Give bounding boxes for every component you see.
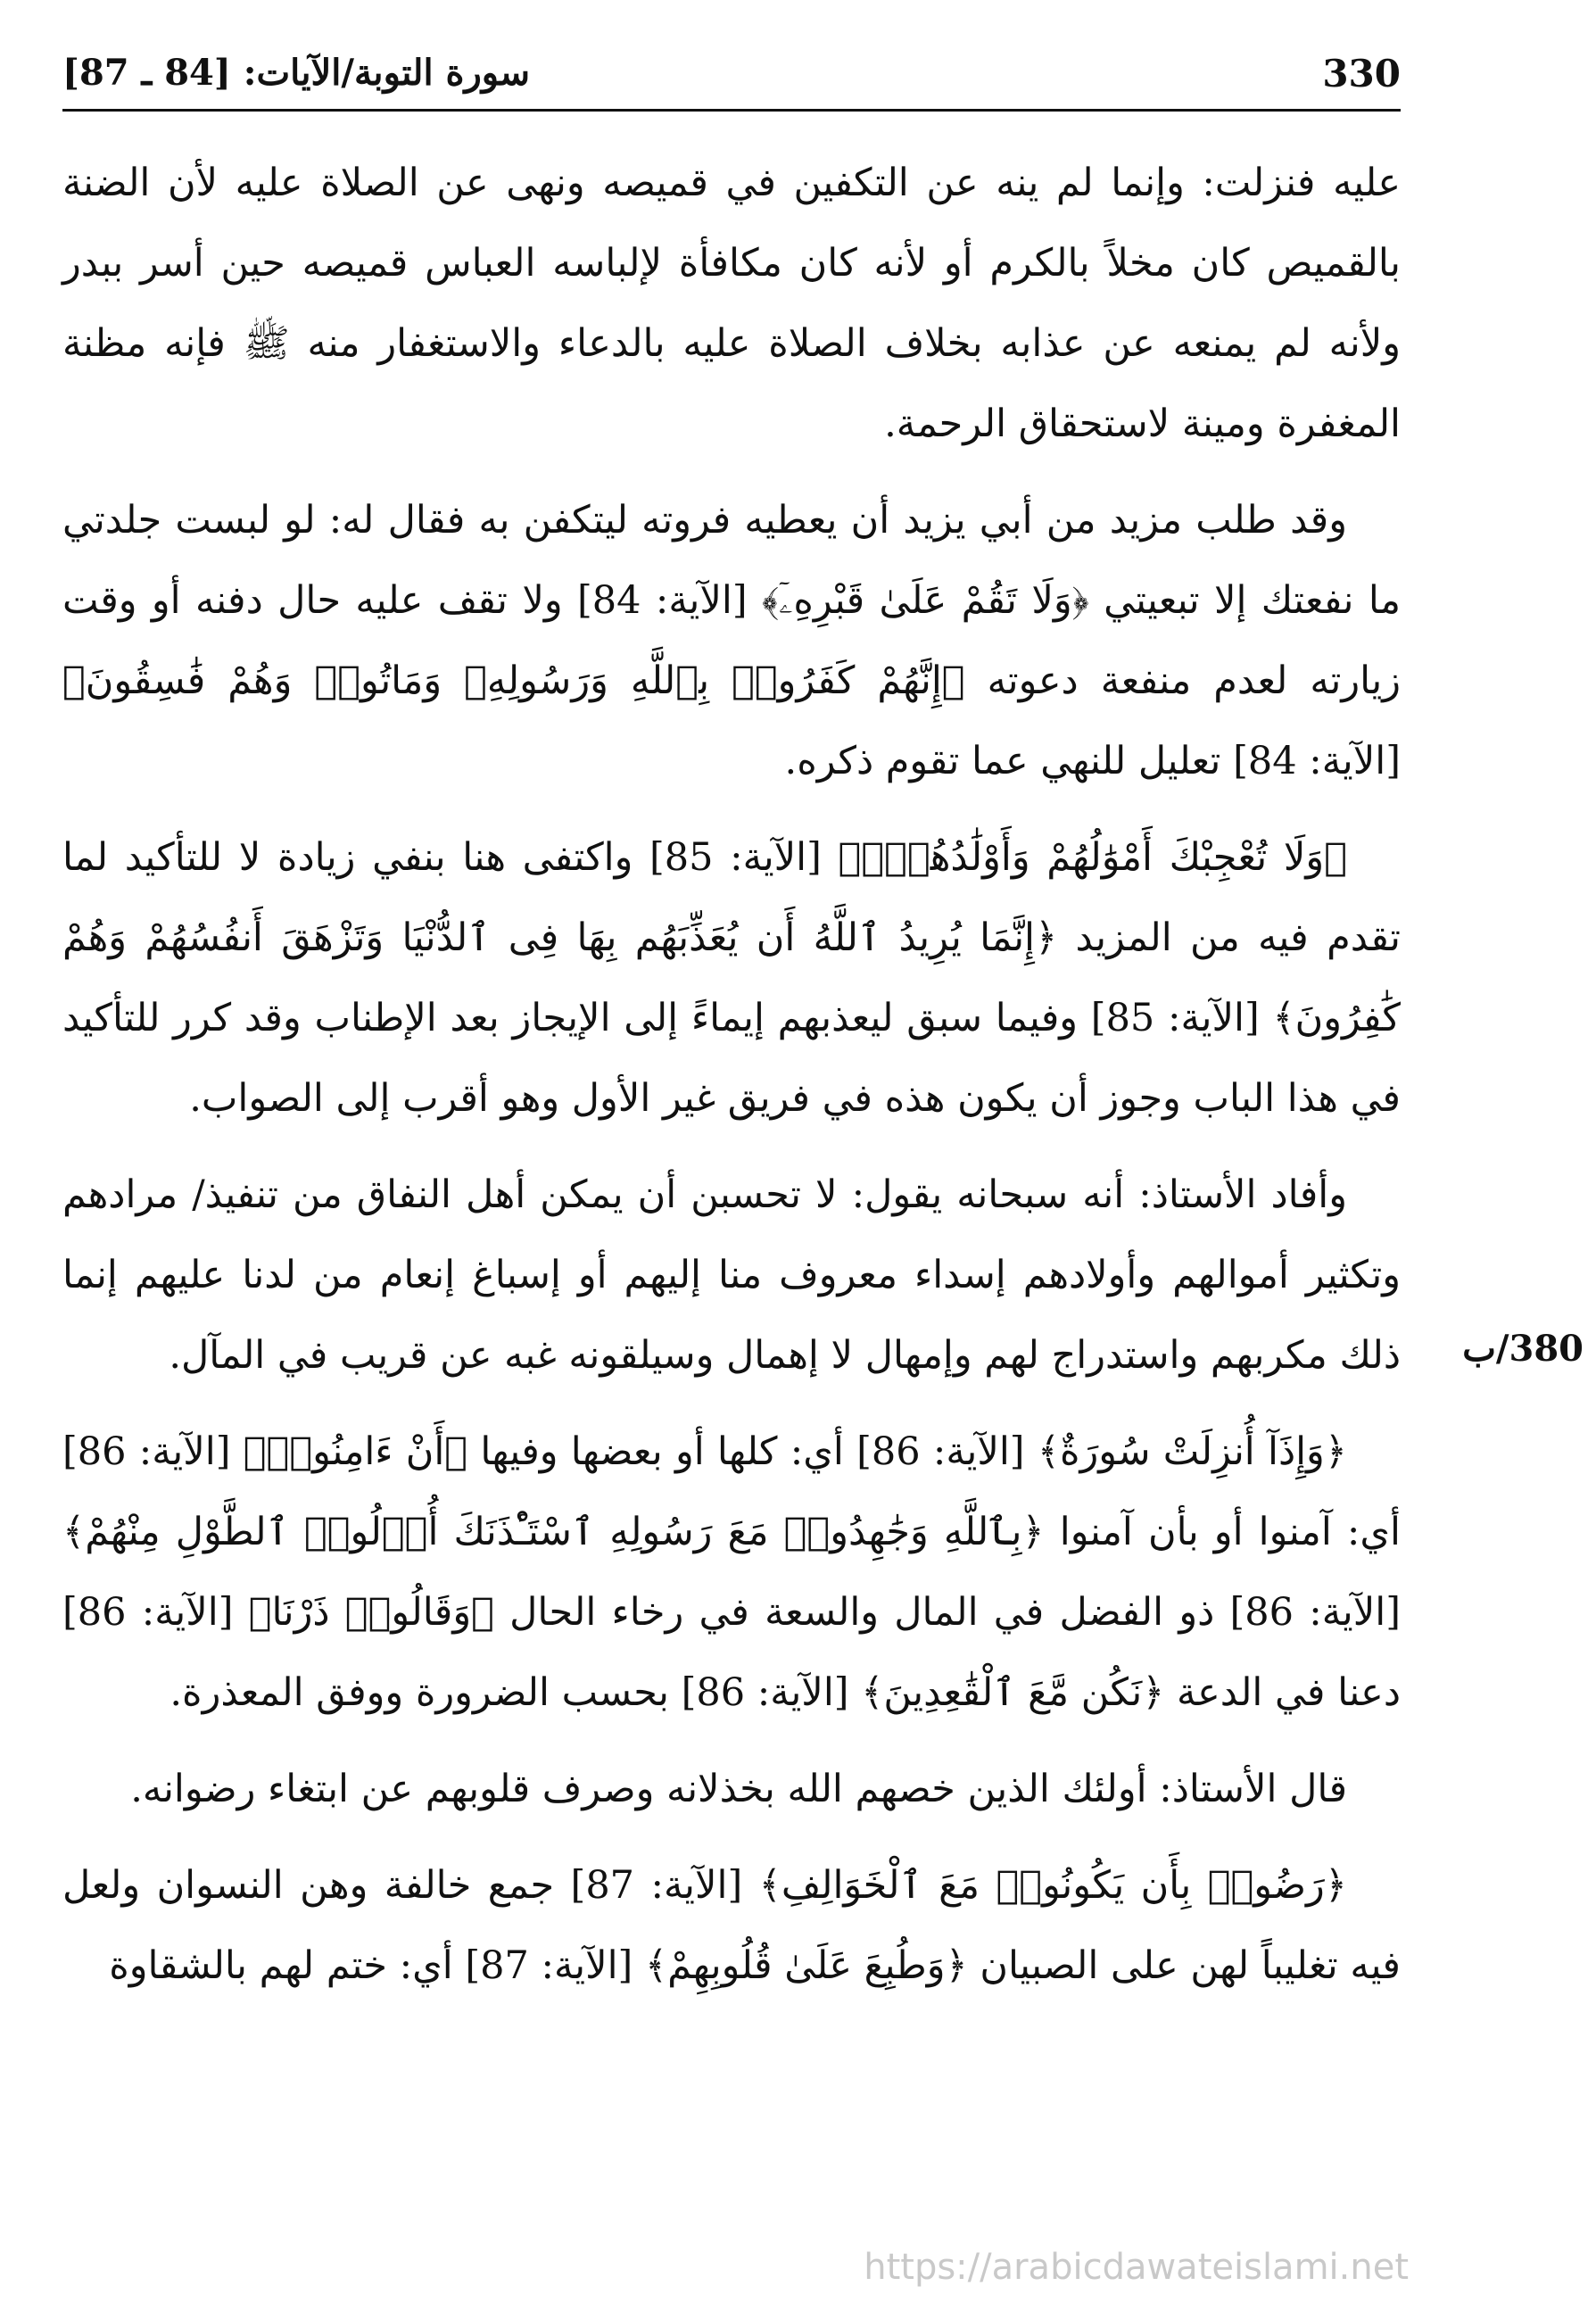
paragraph-5: ﴿وَإِذَآ أُنزِلَتْ سُورَةٌ﴾ [الآية: 86] أي: كلها أو بعضها وفيها ﴿أَنْ ءَامِنُوا۟﴾ [الآية: 86] أي: آمنوا أو بأن آمنوا ﴿بِٱللَّهِ وَجَٰهِدُوا۟ مَعَ رَسُولِهِ ٱسْتَـْٔذَنَكَ أُو۟لُوا۟ ٱلطَّوْلِ مِنْهُمْ﴾ [الآية: 86] ذو الفضل في المال والسعة في رخاء الحال ﴿وَقَالُوا۟ ذَرْنَا﴾ [الآية: 86] دعنا في الدعة ﴿نَكُن مَّعَ ٱلْقَٰعِدِينَ﴾ [الآية: 86] بحسب الضرورة ووفق المعذرة. [62,1429,1401,1715]
paragraph-2: وقد طلب مزيد من أبي يزيد أن يعطيه فروته ليتكفن به فقال له: لو لبست جلدتي ما نفعتك إلا تبعيتي ﴿وَلَا تَقُمْ عَلَىٰ قَبْرِهِۦٓ﴾ [الآية: 84] ولا تقف عليه حال دفنه أو وقت زيارته لعدم منفعة دعوته ﴿إِنَّهُمْ كَفَرُوا۟ بِٱللَّهِ وَرَسُولِهِۦ وَمَاتُوا۟ وَهُمْ فَٰسِقُونَ﴾ [الآية: 84] تعليل للنهي عما تقوم ذكره. [62,498,1401,783]
paragraph-4: وأفاد الأستاذ: أنه سبحانه يقول: لا تحسبن أن يمكن أهل النفاق من تنفيذ/ مرادهم وتكثير أموالهم وأولادهم إسداء معروف منا إليهم أو إسباغ إنعام من لدنا عليهم إنما ذلك مكربهم واستدراج لهم وإمهال لا إهمال وسيلقونه غبه عن قريب في المآل. [62,1172,1401,1378]
paragraph-6: قال الأستاذ: أولئك الذين خصهم الله بخذلانه وصرف قلوبهم عن ابتغاء رضوانه. [130,1767,1347,1811]
header-divider [62,109,1401,112]
page-header [62,45,1401,107]
page-body [62,143,1401,2022]
paragraph-7: ﴿رَضُوا۟ بِأَن يَكُونُوا۟ مَعَ ٱلْخَوَالِفِ﴾ [الآية: 87] جمع خالفة وهن النسوان ولعل فيه تغليباً لهن على الصبيان ﴿وَطُبِعَ عَلَىٰ قُلُوبِهِمْ﴾ [الآية: 87] أي: ختم لهم بالشقاوة [62,1863,1401,1988]
margin-folio-note: 380/ب [1462,1328,1584,1370]
running-head: سورة التوبة/الآيات: [84 ـ 87] [62,52,530,94]
page-number: 330 [1322,52,1401,95]
watermark-url: https://arabicdawateislami.net [864,2247,1409,2288]
paragraph-3: ﴿وَلَا تُعْجِبْكَ أَمْوَٰلُهُمْ وَأَوْلَٰدُهُمْۚ﴾ [الآية: 85] واكتفى هنا بنفي زيادة لا للتأكيد لما تقدم فيه من المزيد ﴿إِنَّمَا يُرِيدُ ٱللَّهُ أَن يُعَذِّبَهُم بِهَا فِى ٱلدُّنْيَا وَتَزْهَقَ أَنفُسُهُمْ وَهُمْ كَٰفِرُونَ﴾ [الآية: 85] وفيما سبق ليعذبهم إيماءً إلى الإيجاز بعد الإطناب وقد كرر للتأكيد في هذا الباب وجوز أن يكون هذه في فريق غير الأول وهو أقرب إلى الصواب. [62,835,1401,1121]
paragraph-1: عليه فنزلت: وإنما لم ينه عن التكفين في قميصه ونهى عن الصلاة عليه لأن الضنة بالقميص كان مخلاً بالكرم أو لأنه كان مكافأة لإلباسه العباس قميصه حين أسر ببدر ولأنه لم يمنعه عن عذابه بخلاف الصلاة عليه بالدعاء والاستغفار منه ﷺ فإنه مظنة المغفرة ومينة لاستحقاق الرحمة. [62,161,1401,446]
